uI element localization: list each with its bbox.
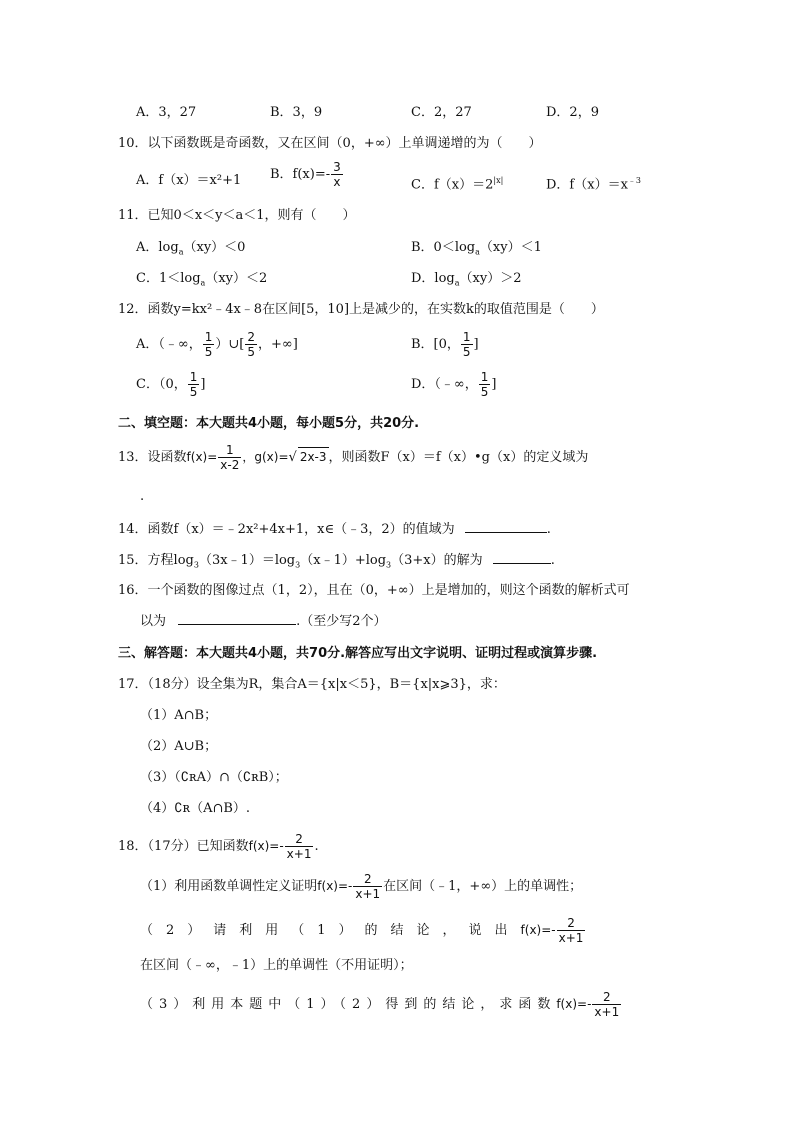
q16-line-2	[140, 612, 387, 631]
fraction-numerator: 2	[557, 916, 586, 931]
sqrt-icon: √	[288, 450, 297, 465]
q10-option-d	[546, 172, 641, 194]
q11-d-text: D．log	[411, 271, 455, 286]
q11-b-base: a	[475, 247, 480, 257]
q18-p2-prefix: （2）请利用（1）的结论，说出	[140, 923, 521, 938]
q12-option-b	[411, 330, 479, 359]
q13-stem	[118, 443, 588, 472]
q12-d-prefix: D．（﹣∞，	[411, 377, 478, 392]
q15-text-4: （3+x）的解为	[391, 553, 483, 568]
q14-line	[118, 520, 551, 539]
q10-d-exponent: ﹣3	[627, 176, 641, 185]
q14-text: 14．函数f（x）＝﹣2x²+4x+1，x∈（﹣3，2）的值域为	[118, 522, 455, 537]
q11-a-rest: （xy）＜0	[183, 240, 246, 255]
q11-c-base: a	[200, 278, 206, 288]
q18-p3-fraction	[592, 990, 621, 1019]
q10-b-prefix: B．f(x)=-	[270, 167, 331, 182]
q18-stem-end: .	[314, 839, 319, 854]
q10-option-b	[270, 160, 344, 189]
fraction-denominator: x+1	[355, 887, 381, 901]
q13-f-fraction	[218, 443, 241, 472]
q13-prefix: 13．设函数	[118, 450, 187, 465]
q18-p3-f-label: f(x)=-	[556, 997, 592, 1011]
q9-option-b: B．3，9	[270, 105, 323, 120]
q14-answer-blank[interactable]	[465, 520, 547, 533]
q10-c-exponent: |x|	[493, 176, 504, 185]
fraction-numerator: 1	[189, 370, 198, 384]
q13-suffix: ，则函数F（x）＝f（x）•g（x）的定义域为	[328, 450, 589, 465]
q12-option-a	[136, 330, 298, 359]
q11-option-c	[136, 270, 267, 293]
fraction-numerator: 1	[204, 330, 213, 344]
q11-option-a	[136, 239, 245, 262]
q17-part-1: （1）A∩B；	[140, 708, 218, 723]
q12-b-suffix: ]	[473, 337, 479, 352]
q12-a-fraction-2	[245, 330, 257, 359]
q11-c-text: C．1＜log	[136, 271, 201, 286]
q18-part-3	[140, 990, 622, 1019]
q11-b-text: B．0＜log	[411, 240, 476, 255]
q17-part-3: （3）（∁ʀA）∩（∁ʀB）；	[140, 770, 288, 785]
fraction-denominator: x	[333, 175, 341, 189]
fraction-denominator: 5	[247, 345, 255, 359]
q18-p1-prefix: （1）利用函数单调性定义证明	[140, 879, 318, 894]
q12-d-suffix: ]	[491, 377, 497, 392]
q10-option-c	[411, 172, 503, 194]
fraction-denominator: x-2	[220, 458, 240, 472]
fraction-numerator: 1	[480, 370, 489, 384]
q16-answer-blank[interactable]	[178, 612, 296, 625]
q9-option-a: A．3，27	[136, 105, 197, 120]
q11-a-text: A．log	[136, 240, 179, 255]
q15-answer-blank[interactable]	[493, 551, 551, 564]
q17-part-4: （4）∁ʀ（A∩B）.	[140, 801, 251, 816]
q12-option-d	[411, 370, 496, 399]
fraction-denominator: 5	[204, 345, 213, 359]
q18-p2-fraction	[557, 916, 586, 945]
q18-part-2	[140, 916, 586, 945]
q14-end: .	[546, 522, 551, 537]
q9-option-d: D．2，9	[546, 105, 599, 120]
q10-d-prefix: D．f（x）＝x	[546, 177, 628, 193]
q12-a-fraction-1	[203, 330, 215, 359]
q12-d-fraction	[479, 370, 491, 399]
q12-stem: 12．函数y=kx²﹣4x﹣8在区间[5，10]上是减少的，在实数k的取值范围是（ ）	[118, 302, 604, 317]
q18-p1-f-label: f(x)=-	[317, 879, 353, 893]
fraction-denominator: x+1	[558, 931, 584, 945]
q18-prefix: 18．（17分）已知函数	[118, 839, 249, 854]
q13-radicand: 2x-3	[298, 447, 329, 466]
fraction-numerator: 3	[333, 160, 341, 174]
q16-line-1: 16．一个函数的图像过点（1，2），且在（0，+∞）上是增加的，则这个函数的解析式可	[118, 583, 630, 598]
q18-part-2-continuation: 在区间（﹣∞，﹣1）上的单调性（不用证明）；	[140, 958, 413, 973]
q12-c-prefix: C．（0，	[136, 377, 187, 392]
q15-base-3: 3	[386, 560, 392, 570]
q11-d-base: a	[454, 278, 460, 288]
fraction-denominator: 5	[462, 345, 471, 359]
fraction-denominator: 5	[189, 385, 198, 399]
fraction-numerator: 1	[218, 443, 241, 458]
q15-base-1: 3	[193, 560, 199, 570]
q18-f-label: f(x)=-	[248, 839, 284, 853]
q12-c-fraction	[188, 370, 200, 399]
q12-b-fraction	[461, 330, 473, 359]
q11-a-base: a	[178, 247, 184, 257]
q13-f-label: f(x)=	[186, 450, 218, 464]
fraction-numerator: 2	[247, 330, 255, 344]
q18-p1-fraction	[353, 872, 382, 901]
q18-p3-prefix: （3）利用本题中（1）（2）得到的结论，求函数	[140, 997, 557, 1012]
q11-option-d	[411, 270, 521, 293]
q16-suffix: .（至少写2个）	[296, 614, 387, 629]
q9-option-c: C．2，27	[411, 105, 472, 120]
q11-stem: 11．已知0＜x＜y＜a＜1，则有（ ）	[118, 208, 356, 223]
q18-fraction	[285, 832, 314, 861]
section-fill-in-heading: 二、填空题：本大题共4小题，每小题5分，共20分.	[118, 416, 420, 431]
q15-base-2: 3	[295, 560, 301, 570]
q10-c-prefix: C．f（x）＝2	[411, 177, 494, 193]
q17-part-2: （2）A∪B；	[140, 739, 218, 754]
q18-p1-suffix: 在区间（﹣1，+∞）上的单调性；	[383, 879, 583, 894]
q11-d-rest: （xy）＞2	[459, 271, 522, 286]
fraction-numerator: 2	[353, 872, 382, 887]
q16-prefix: 以为	[140, 614, 167, 629]
fraction-numerator: 2	[592, 990, 621, 1005]
q12-b-prefix: B．[0，	[411, 337, 460, 352]
q13-continuation: .	[140, 489, 145, 504]
q11-c-rest: （xy）＜2	[205, 271, 268, 286]
q10-option-a: A．f（x）＝x²+1	[136, 173, 242, 188]
q13-g-label: ，g(x)=	[242, 450, 289, 464]
q12-option-c	[136, 370, 205, 399]
q12-a-suffix: ，+∞]	[257, 337, 298, 352]
q17-stem: 17．（18分）设全集为R，集合A＝{x|x＜5}，B＝{x|x⩾3}，求：	[118, 677, 506, 692]
section-solution-heading: 三、解答题：本大题共4小题，共70分.解答应写出文字说明、证明过程或演算步骤.	[118, 646, 598, 661]
fraction-denominator: x+1	[594, 1005, 620, 1019]
q12-a-prefix: A．（﹣∞，	[136, 337, 202, 352]
q15-text-2: （3x﹣1）＝log	[198, 553, 296, 568]
fraction-denominator: x+1	[286, 847, 312, 861]
q15-end: .	[550, 553, 555, 568]
q10-stem: 10．以下函数既是奇函数，又在区间（0，+∞）上单调递增的为（ ）	[118, 136, 542, 151]
q12-a-mid: ）∪[	[215, 337, 245, 352]
q11-option-b	[411, 239, 542, 262]
q12-c-suffix: ]	[200, 377, 206, 392]
q18-part-1	[140, 872, 582, 901]
q15-line	[118, 551, 555, 575]
fraction-denominator: 5	[480, 385, 489, 399]
fraction-numerator: 1	[462, 330, 471, 344]
q15-text-3: （x﹣1）+log	[300, 553, 387, 568]
q18-stem	[118, 832, 319, 861]
q11-b-rest: （xy）＜1	[479, 240, 542, 255]
q18-p2-f-label: f(x)=-	[520, 923, 556, 937]
fraction-numerator: 2	[285, 832, 314, 847]
q10-b-fraction	[331, 160, 343, 189]
q15-text-1: 15．方程log	[118, 553, 194, 568]
